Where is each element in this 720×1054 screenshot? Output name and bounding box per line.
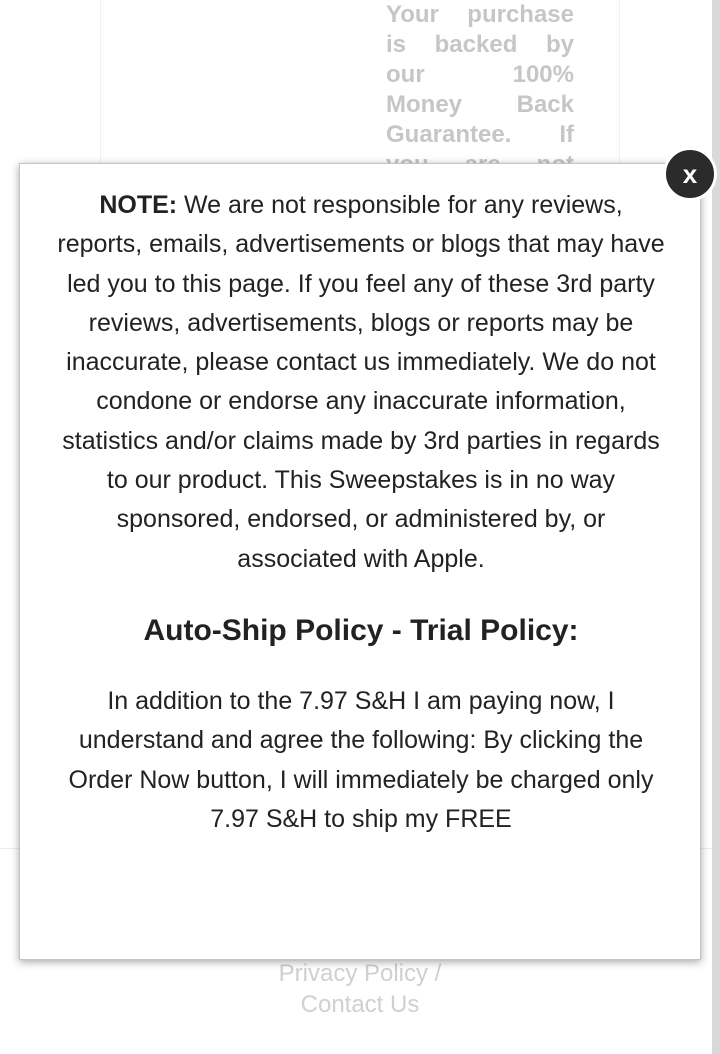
guarantee-line: Guarantee. If bbox=[386, 121, 574, 148]
guarantee-text bbox=[386, 0, 574, 180]
guarantee-line: is backed by bbox=[386, 31, 574, 58]
note-text: We are not responsible for any reviews, reports, emails, advertisements or blogs that may have led you to this page. If you feel any of these 3rd party reviews, advertisements, blogs or reports may be inaccurate, please contact us immediately. We do not condone or endorse any inaccurate information, statistics and/or claims made by 3rd parties in regards to our product. This Sweepstakes is in no way sponsored, endorsed, or administered by, or associated with Apple. bbox=[57, 191, 665, 573]
policy-text: In addition to the 7.97 S&H I am paying now, I understand and agree the following: By clicking the Order Now button, I will immediately be charged only 7.97 S&H to ship my FREE bbox=[68, 686, 654, 833]
close-icon: x bbox=[682, 159, 698, 189]
close-button[interactable] bbox=[663, 147, 717, 201]
note-paragraph bbox=[20, 186, 701, 579]
scrollbar[interactable] bbox=[712, 0, 720, 1054]
contact-us-link[interactable]: Contact Us bbox=[300, 991, 420, 1018]
guarantee-line: Money Back bbox=[386, 91, 574, 118]
privacy-policy-link[interactable]: Privacy Policy / bbox=[278, 960, 442, 987]
note-label: NOTE: bbox=[99, 191, 178, 219]
guarantee-line: Your purchase bbox=[386, 1, 574, 28]
modal-content[interactable] bbox=[20, 186, 701, 839]
policy-title: Auto-Ship Policy - Trial Policy: bbox=[143, 613, 579, 647]
disclaimer-modal bbox=[19, 163, 701, 960]
footer-links bbox=[0, 958, 720, 1020]
guarantee-line: our 100% bbox=[386, 61, 574, 88]
